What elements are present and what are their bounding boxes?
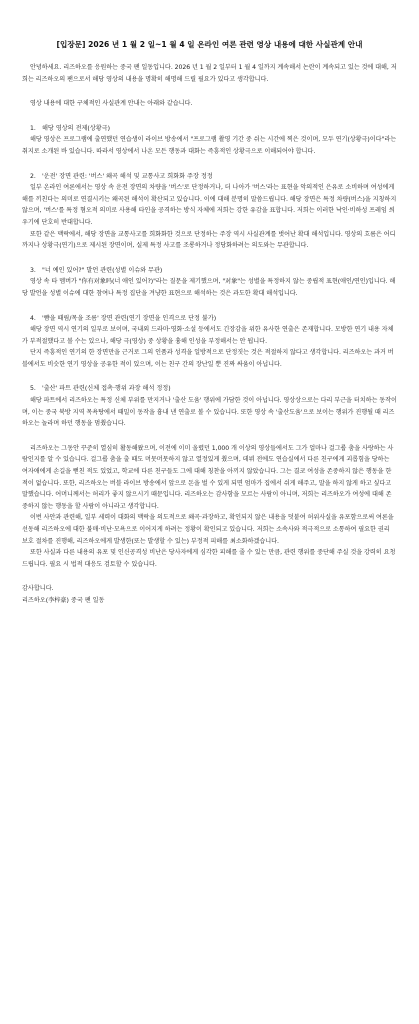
closing-thanks: 감사합니다. xyxy=(22,585,54,593)
section-paragraph: 해당 영상은 프로그램에 출연했던 연습생이 라이브 방송에서 "프로그램 촬영 기간 중 쉬는 시간에 찍은 것이며, 모두 연기(상황극)이다"라는 취지로 소개된 바 있습니다. 따라서 영상에서 나온 모든 행동과 대화는 즉흥적인 상황극으로 이해되어야 합니다. xyxy=(22,136,397,155)
section-heading: 5. '출산' 파트 관련(신체 접촉·행위 과장 해석 정정) xyxy=(30,385,171,393)
intro-paragraph: 안녕하세요. 리즈하오를 응원하는 중국 팬 일동입니다. 2026 년 1 월 2 일부터 1 월 4 일까지 계속해서 논란이 계속되고 있는 것에 대해, 저희는 리즈하오의 팬으로서 해당 영상의 내용을 명확히 해명해 드릴 필요가 있다고 생각합니다. xyxy=(22,64,397,83)
section-paragraph: 또한 같은 맥락에서, 해당 장면을 교통사고를 희화화한 것으로 단정하는 주장 역시 사실관계를 벗어난 확대 해석입니다. 영상의 흐름은 어디까지나 상황극(연기)으로 제시된 장면이며, 실제 특정 사고를 조롱하거나 정당화하려는 의도와는 무관합니다. xyxy=(22,230,396,250)
section-5 xyxy=(22,383,397,429)
section-paragraph: 단지 즉흥적인 연기의 한 장면만을 근거로 그의 인품과 성격을 일방적으로 단정짓는 것은 적절하지 않다고 생각합니다. 리즈하오는 과거 버블에서도 비슷한 연기 영상을 공유한 적이 있으며, 이는 친구 간의 장난일 뿐 진짜 싸움이 아닙니다. xyxy=(22,349,394,368)
body-paragraph: 리즈하오는 그동안 꾸준히 열심히 활동해왔으며, 이전에 이미 올렸던 1,000 개 이상의 영상들에서도 그가 얼마나 걸그룹 춤을 사랑하는 사람인지를 알 수 있습니다. 걸그룹 춤을 출 때도 머뭇머뭇하지 않고 열정있게 췄으며, 데뷔 전에도 연습실에서 다른 친구에게 괴롭힘을 당하는 여자애에게 손길을 뻗친 적도 있었고, 학교에 다른 친구들도 그에 대해 칭찬을 아끼지 않았습니다. 그는 결코 여성을 존중하지 않은 행동을 한 적이 없습니다. 또한, 리즈하오는 버블 라이브 방송에서 앞으로 돈을 벌 수 있게 되면 엄마가 집에서 쉬게 해주고, 말을 하지 않게 하고 싶다고 말했습니다. 어머니께서는 허리가 좋지 않으시기 때문입니다. 리즈하오는 감사함을 모르는 사람이 아니며, 저희는 리즈하오가 여성에 대해 존중하지 않는 행동을 할 사람이 아니라고 생각합니다. xyxy=(22,444,394,510)
body-paragraph: 또한 사실과 다른 내용의 유포 및 인신공격성 비난은 당사자에게 심각한 피해를 줄 수 있는 만큼, 관련 행위를 중단해 주실 것을 강력히 요청드립니다. 필요 시 법적 대응도 검토할 수 있습니다. xyxy=(22,549,396,568)
closing-signature: 리즈하오(李梓豪) 중국 팬 일동 xyxy=(22,597,105,605)
section-heading: 4. '뺨을 때림/목을 조름' 장면 관련(연기 장면을 인격으로 단정 불가) xyxy=(30,314,217,322)
section-1 xyxy=(22,123,397,158)
section-heading: 1. 해당 영상의 전제(상황극) xyxy=(30,124,111,132)
body-paragraph: 이번 사안과 관련해, 일부 세력이 대화의 맥락을 의도적으로 왜곡·과장하고, 확인되지 않은 내용을 덧붙여 허위사실을 유포함으로써 여론을 선동해 리즈하오에 대한 불매·비난·모욕으로 이어지게 하려는 정황이 확인되고 있습니다. 저희는 소속사와 적극적으로 소통하여 필요한 권리 보호 절차를 진행해, 리즈하오에게 발생한(또는 발생할 수 있는) 부정적 피해를 최소화하겠습니다. xyxy=(22,514,394,545)
section-2 xyxy=(22,171,397,252)
section-paragraph: 해당 파트에서 리즈하오는 특정 신체 부위를 만지거나 '출산 도움' 행위에 가담한 것이 아닙니다. 영상상으로는 다리 부근을 터치하는 동작이며, 이는 중국 북방 지역 목욕탕에서 때밀이 동작을 흉내 낸 연출로 볼 수 있습니다. 또한 영상 속 '출산도움'으로 보이는 행위가 진행될 때 리즈하오는 놀라며 하던 행동을 멈췄습니다. xyxy=(22,397,397,428)
section-paragraph: 일부 온라인 여론에서는 영상 속 운전 장면의 차량을 '버스'로 단정하거나, 더 나아가 '버스'라는 표현을 악의적인 은유로 소비하며 여성에게 해를 끼친다는 의미로 연결시키는 왜곡된 해석이 확산되고 있습니다. 이에 대해 분명히 말씀드립니다. 해당 장면은 특정 차량(버스)을 지칭하지 않으며, '버스'를 특정 혐오적 의미로 사용해 타인을 공격하는 방식 자체에 저희는 강한 유감을 표합니다. 저희는 이러한 낙인·비하성 프레임 씌우기에 단호히 반대합니다. xyxy=(22,184,397,226)
section-paragraph: 해당 장면 역시 연기의 일부로 보이며, 국내외 드라마·영화·소설 등에서도 긴장감을 위한 유사한 연출은 존재합니다. 모방한 연기 내용 자체가 부적절했다고 볼 수는 있으나, 해당 극(영상) 중 상황을 흉해 인성을 부정해서는 안 됩니다. xyxy=(22,326,394,345)
section-heading: 3. "너 예인 있어?" 발언 관련(성별 이슈와 무관) xyxy=(30,266,163,274)
section-heading: 2. '운전' 장면 관련: '버스' 왜곡 해석 및 교통사고 희화화 주장 정정 xyxy=(30,172,213,180)
section-3 xyxy=(22,265,397,300)
section-paragraph: 영상 속 타 멤버가 "你有对象吗(너 애인 있어?)"라는 질문을 제기했으며, "对象"는 성별을 특정하지 않는 중립적 표현(애인/연인)입니다. 해당 발언을 성별 이슈에 대한 참여나 특정 집단을 겨냥한 표현으로 해석하는 것은 과도한 확대 해석입니다. xyxy=(22,278,396,297)
intro-paragraph-2: 영상 내용에 대한 구체적인 사실관계 안내는 아래와 같습니다. xyxy=(30,100,193,108)
section-4 xyxy=(22,313,397,371)
document-title: [입장문] 2026 년 1 월 2 일~1 월 4 일 온라인 여론 관련 영상 내용에 대한 사실관계 안내 xyxy=(56,40,363,49)
